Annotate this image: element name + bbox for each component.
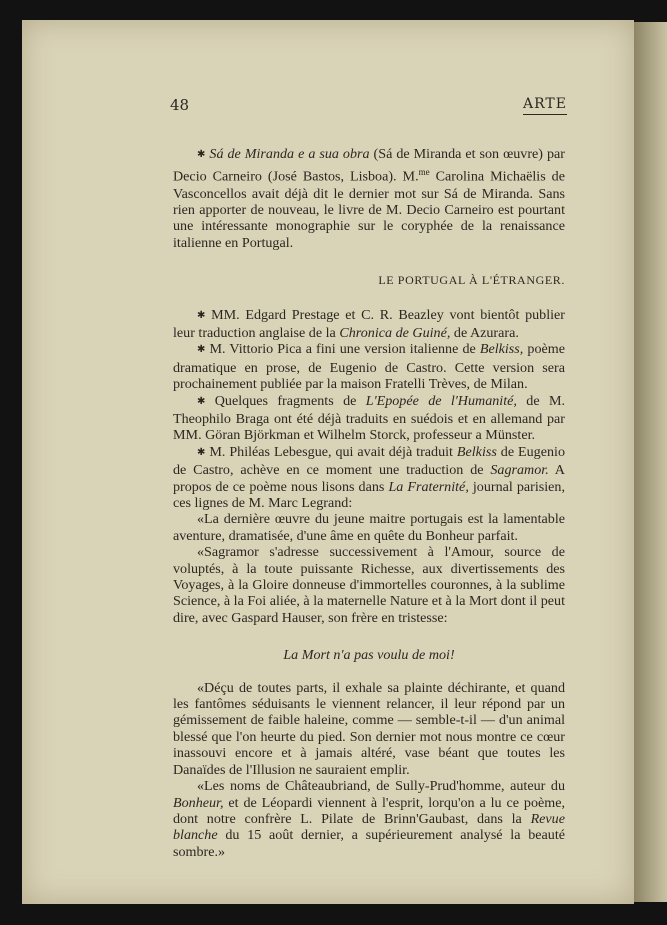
news-paragraphs — [173, 307, 565, 627]
text-run: M. Vittorio Pica a fini une version italienne de — [205, 341, 480, 358]
text-run: «La dernière œuvre du jeune maitre portugais est la lamentable aventure, dramatisée, d'une âme en quête du Bonheur parfait. — [173, 511, 565, 544]
asterisk-icon: ✱ — [197, 395, 206, 407]
italic-title: Bonheur, — [173, 794, 224, 811]
text-run: journal parisien, ces lignes de M. Marc Legrand: — [173, 478, 565, 511]
italic-title: Belkiss — [456, 443, 497, 460]
italic-title: Chronica de Guiné, — [339, 324, 451, 341]
paragraph — [173, 444, 565, 512]
italic-title: La Fraternité, — [388, 478, 469, 495]
text-run: A propos de ce poème nous lisons dans — [173, 462, 565, 495]
italic-title: Sagramor. — [490, 462, 549, 479]
asterisk-icon: ✱ — [197, 446, 206, 458]
text-run: poème dramatique en prose, de Eugenio de Castro. Cette version sera prochainement publiée par la maison Fratelli Trèves, de Milan. — [173, 341, 565, 393]
text-run: «Sagramor s'adresse successivement à l'Amour, source de voluptés, à la toute puissante Richesse, aux divertissements des Voyages, à la Gloire donneuse d'immortelles couronnes, à la sublime Science, à la Foi aliée, à la maternelle Nature et à la Mort dont il peut dire, avec Gaspard Hauser, son frère en tristesse: — [173, 544, 565, 626]
text-run: MM. Edgard Prestage et C. R. Beazley vont bientôt publier leur traduction anglaise de la — [173, 306, 565, 341]
paragraph — [173, 393, 565, 444]
text-run: Carolina Michaëlis de Vasconcellos avait déjà dit le dernier mot sur Sá de Miranda. Sans rien apporter de nouveau, le livre de M. Decio Carneiro est pourtant une intéressante monographie sur le coryphée de la renaissance italienne en Portugal. — [173, 169, 565, 251]
paragraph — [173, 341, 565, 392]
text-run: de Eugenio de Castro, achève en ce moment une traduction de — [173, 443, 565, 479]
text-run: (Sá de Miranda et son œuvre) par Decio Carneiro (José Bastos, Lisboa). M. — [173, 146, 565, 186]
text-run: «Déçu de toutes parts, il exhale sa plainte déchirante, et quand les fantômes séduisants le viennent relancer, il leur répond par un gémissement de faible haleine, comme — semble-t-il — d'un animal blessé que l'on heurte du pied. Son dernier mot nous montre ce cœur inassouvi encore et à jamais altéré, vase béant que toutes les Danaïdes de l'Illusion ne sauraient emplir. — [173, 679, 565, 778]
paragraph — [173, 778, 565, 860]
asterisk-icon: ✱ — [197, 344, 206, 356]
paragraph — [173, 680, 565, 778]
asterisk-icon: ✱ — [197, 149, 206, 160]
closing-paragraphs — [173, 680, 565, 860]
page-header — [170, 96, 567, 118]
text-run: «Les noms de Châteaubriand, de Sully-Prud'homme, auteur du — [197, 778, 565, 795]
text-run: Quelques fragments de — [205, 392, 366, 409]
italic-title: Sá de Miranda e a sua obra — [209, 146, 370, 162]
asterisk-icon: ✱ — [197, 309, 206, 321]
intro-paragraphs — [173, 146, 565, 251]
text-run: et de Léopardi viennent à l'esprit, lorqu'on a lu ce poème, dont notre confrère L. Pilate de Brinn'Gaubast, dans la — [173, 794, 565, 827]
paragraph — [173, 544, 565, 626]
quoted-verse: La Mort n'a pas voulu de moi! — [283, 647, 455, 664]
page-number: 48 — [170, 96, 190, 114]
body-text — [173, 146, 565, 860]
text-run: de Azurara. — [450, 324, 519, 341]
italic-title: Belkiss, — [479, 341, 524, 358]
paragraph — [173, 146, 565, 251]
text-run: du 15 août dernier, a supérieurement analysé la beauté sombre.» — [173, 827, 565, 860]
paragraph — [173, 307, 565, 342]
section-heading: LE PORTUGAL À L'ÉTRANGER. — [378, 273, 565, 288]
text-run: me — [418, 167, 430, 178]
facing-page-edge — [634, 22, 667, 902]
text-run: M. Philéas Lebesgue, qui avait déjà traduit — [205, 443, 457, 460]
italic-title: L'Epopée de l'Humanité, — [365, 392, 517, 409]
italic-title: Revue blanche — [173, 810, 565, 844]
running-title: ARTE — [523, 96, 567, 115]
text-run: de M. Theophilo Braga ont été déjà traduits en suédois et en allemand par MM. Göran Björkman et Wilhelm Storck, professeur a Münster. — [173, 392, 566, 444]
paragraph — [173, 511, 565, 544]
